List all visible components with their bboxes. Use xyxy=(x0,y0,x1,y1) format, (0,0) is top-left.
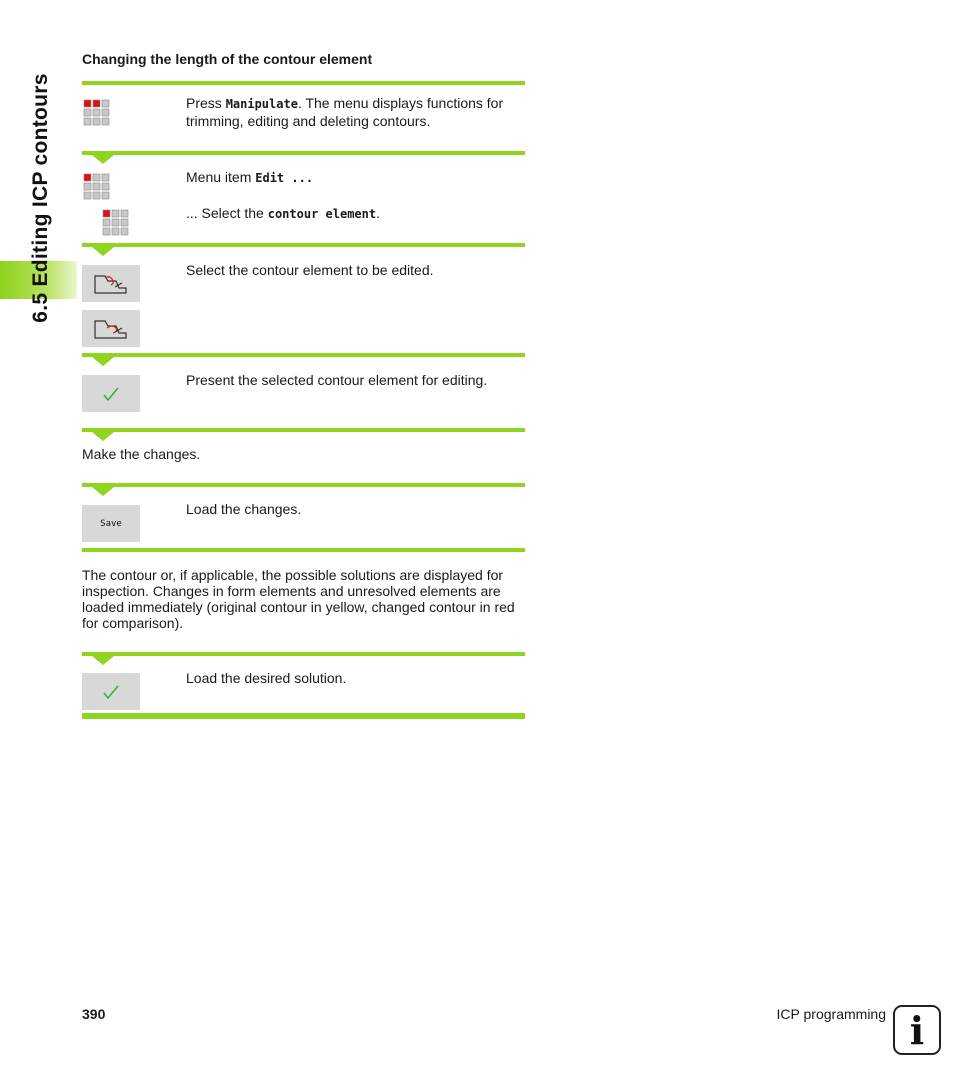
menu-item-edit: Edit ... xyxy=(255,171,314,185)
grid-menu-icon[interactable] xyxy=(82,172,110,200)
divider-rule xyxy=(82,483,525,487)
step-edit-text: Menu item Edit ... xyxy=(186,169,314,185)
flow-arrow-icon xyxy=(92,357,114,366)
flow-arrow-icon xyxy=(92,247,114,256)
grid-menu-icon[interactable] xyxy=(82,98,110,126)
flow-arrow-icon xyxy=(92,155,114,164)
contour-select-icon xyxy=(93,273,129,295)
step-load-solution-text: Load the desired solution. xyxy=(186,670,347,686)
step-inspection-text: The contour or, if applicable, the possible solutions are displayed for inspection. Changes in form elements and unresolved elements are loaded immediately (original contour in yellow, changed contour in red for comparison). xyxy=(82,567,515,631)
checkmark-icon xyxy=(102,684,120,700)
contour-select-key[interactable] xyxy=(82,310,140,347)
divider-rule xyxy=(82,243,525,247)
page-number: 390 xyxy=(82,1006,106,1022)
step-manipulate-text: Press Manipulate. The menu displays functions for trimming, editing and deleting contours. xyxy=(186,95,504,129)
chapter-name: ICP programming xyxy=(776,1006,886,1022)
divider-rule xyxy=(82,548,525,552)
grid-menu-icon[interactable] xyxy=(101,208,129,236)
divider-rule xyxy=(82,151,525,155)
contour-select-key[interactable] xyxy=(82,265,140,302)
page-heading: Changing the length of the contour element xyxy=(82,51,373,67)
section-title-vertical: 6.5 Editing ICP contours xyxy=(29,73,52,323)
menu-item-contour-element: contour element xyxy=(267,207,377,221)
info-glyph: i xyxy=(909,1010,925,1050)
flow-arrow-icon xyxy=(92,487,114,496)
checkmark-icon xyxy=(102,386,120,402)
confirm-key[interactable] xyxy=(82,375,140,412)
save-key-label: Save xyxy=(100,518,122,529)
divider-rule-end xyxy=(82,713,525,719)
contour-select-icon xyxy=(93,318,129,340)
save-key[interactable] xyxy=(82,505,140,542)
step-load-changes-text: Load the changes. xyxy=(186,501,302,517)
divider-rule xyxy=(82,81,525,85)
info-icon xyxy=(893,1005,941,1055)
step-select-element-text: ... Select the contour element. xyxy=(186,205,380,221)
step-select-contour-text: Select the contour element to be edited. xyxy=(186,262,434,278)
flow-arrow-icon xyxy=(92,432,114,441)
softkey-manipulate: Manipulate xyxy=(225,97,298,111)
divider-rule xyxy=(82,428,525,432)
step-make-changes-text: Make the changes. xyxy=(82,446,201,462)
confirm-key[interactable] xyxy=(82,673,140,710)
step-present-text: Present the selected contour element for editing. xyxy=(186,372,488,388)
flow-arrow-icon xyxy=(92,656,114,665)
divider-rule xyxy=(82,353,525,357)
divider-rule xyxy=(82,652,525,656)
